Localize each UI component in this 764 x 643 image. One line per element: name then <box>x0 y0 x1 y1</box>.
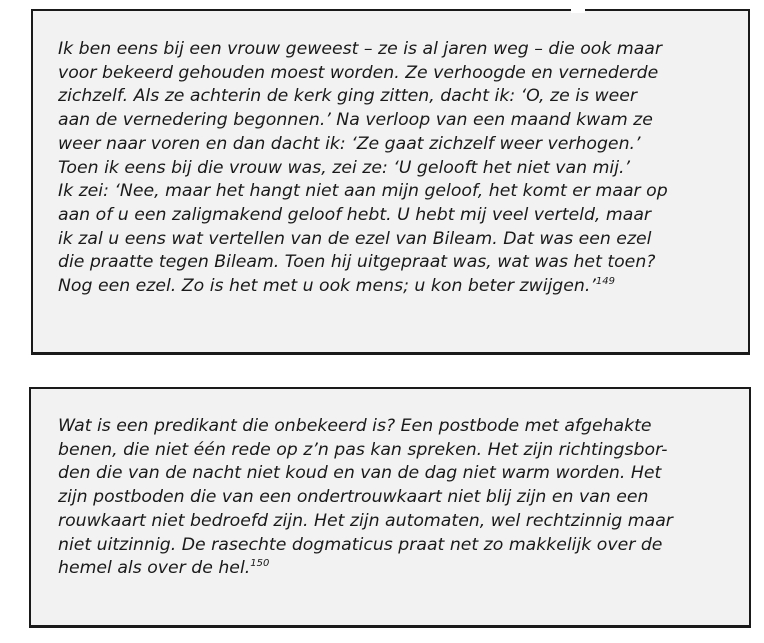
quote-2-line: zijn postboden die van een ondertrouwkaart niet blij zijn en van een <box>58 487 649 508</box>
quote-1-line: aan of u een zaligmakend geloof hebt. U hebt mij veel verteld, maar <box>58 204 652 225</box>
quote-1-line: Ik zei: ‘Nee, maar het hangt niet aan mijn geloof, het komt er maar op <box>58 181 668 202</box>
quote-1-line-text: Nog een ezel. Zo is het met u ook mens; u kon beter zwijgen.’ <box>58 276 596 297</box>
footnote-marker-150: 150 <box>250 558 270 570</box>
quote-1-last-line <box>58 275 748 299</box>
quote-1-line: Ik ben eens bij een vrouw geweest – ze is al jaren weg – die ook maar <box>58 39 662 59</box>
quote-2-line: rouwkaart niet bedroefd zijn. Het zijn automaten, wel rechtzinnig maar <box>58 510 673 531</box>
footnote-marker-149: 149 <box>595 276 615 288</box>
quote-2-line: den die van de nacht niet koud en van de dag niet warm worden. Het <box>58 463 662 484</box>
quote-1-line: voor bekeerd gehouden moest worden. Ze verhoogde en vernederde <box>58 62 659 83</box>
quote-2-line-text: hemel als over de hel. <box>58 558 251 579</box>
quote-2-line: niet uitzinnig. De rasechte dogmaticus praat net zo makkelijk over de <box>58 534 663 555</box>
quote-2-last-line <box>58 557 749 581</box>
quote-1-line: Toen ik eens bij die vrouw was, zei ze: ‘U gelooft het niet van mij.’ <box>58 157 630 178</box>
quote-1-line: ik zal u eens wat vertellen van de ezel van Bileam. Dat was een ezel <box>58 228 652 249</box>
quote-2-line: Wat is een predikant die onbekeerd is? Een postbode met afgehakte <box>58 416 652 436</box>
quote-1-line: aan de vernedering begonnen.’ Na verloop van een maand kwam ze <box>58 110 653 131</box>
quote-1-line: die praatte tegen Bileam. Toen hij uitgepraat was, wat was het toen? <box>58 252 656 273</box>
border-gap <box>571 0 585 13</box>
quote-2-line: benen, die niet één rede op z’n pas kan spreken. Het zijn richtingsbor- <box>58 439 668 460</box>
quote-1-line: zichzelf. Als ze achterin de kerk ging zitten, dacht ik: ‘O, ze is weer <box>58 86 638 107</box>
quote-box-1 <box>31 9 750 355</box>
quote-1-line: weer naar voren en dan dacht ik: ‘Ze gaat zichzelf weer verhogen.’ <box>58 133 641 154</box>
quote-box-2 <box>29 387 751 628</box>
